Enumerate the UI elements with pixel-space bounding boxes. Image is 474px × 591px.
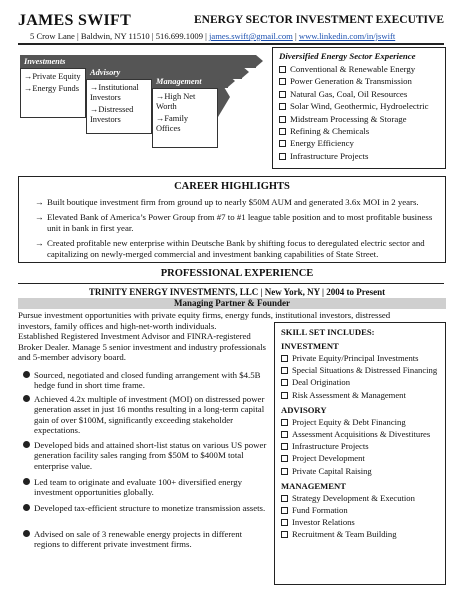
checkbox-icon bbox=[279, 91, 286, 98]
checkbox-icon bbox=[281, 419, 288, 426]
skill-item bbox=[281, 452, 439, 464]
checkbox-icon bbox=[281, 455, 288, 462]
checkbox-icon bbox=[281, 355, 288, 362]
achievement-text: Led team to originate and evaluate 100+ diversified energy investment opportunities globally. bbox=[34, 477, 243, 498]
contact-separator: | bbox=[292, 31, 299, 41]
stage-item: →High Net Worth bbox=[156, 92, 196, 111]
checkbox-icon bbox=[281, 392, 288, 399]
checkbox-icon bbox=[281, 531, 288, 538]
sector-item-text: Solar Wind, Geothermic, Hydroelectric bbox=[290, 101, 429, 112]
band-arrow-icon bbox=[256, 55, 263, 67]
skill-text: Project Equity & Debt Financing bbox=[292, 416, 406, 427]
highlight-text: Created profitable new enterprise within Deutsche Bank by shifting focus to deregulated electric sector and capitalizing on newly-merged commercial and investment banking capabilities of State Street. bbox=[47, 238, 425, 259]
skill-item bbox=[281, 465, 439, 477]
experience-section-title: PROFESSIONAL EXPERIENCE bbox=[160, 268, 314, 279]
skill-category: ADVISORY bbox=[281, 404, 327, 415]
checkbox-icon bbox=[281, 507, 288, 514]
sector-item bbox=[279, 113, 439, 125]
bullet-icon bbox=[23, 530, 30, 537]
bullet-icon bbox=[23, 441, 30, 448]
skill-item bbox=[281, 440, 439, 452]
stage-box-investments bbox=[20, 68, 86, 118]
achievement-item bbox=[34, 370, 270, 391]
skills-heading: SKILL SET INCLUDES: bbox=[281, 327, 375, 337]
skill-category: INVESTMENT bbox=[281, 341, 339, 351]
skill-text: Assessment Acquisitions & Divestitures bbox=[292, 429, 431, 440]
skill-text: Private Equity/Principal Investments bbox=[292, 353, 419, 363]
checkbox-icon bbox=[281, 431, 288, 438]
skill-text: Infrastructure Projects bbox=[292, 441, 369, 452]
checkbox-icon bbox=[281, 468, 288, 475]
skill-item bbox=[281, 492, 439, 504]
checkbox-icon bbox=[279, 66, 286, 73]
sector-item-text: Infrastructure Projects bbox=[290, 150, 369, 161]
checkbox-icon bbox=[279, 116, 286, 123]
skill-item bbox=[281, 416, 439, 428]
skill-item bbox=[281, 364, 439, 376]
achievement-item bbox=[34, 503, 270, 513]
summary-rest: Established Registered Investment Advisor and FINRA-registered Broker Dealer. Manage 5 senior investment and industry professionals and 5-member advisory board. bbox=[18, 331, 266, 363]
skill-text: Strategy Development & Execution bbox=[292, 492, 415, 503]
skill-item bbox=[281, 376, 439, 388]
career-highlights-title: CAREER HIGHLIGHTS bbox=[174, 181, 290, 192]
skill-item bbox=[281, 528, 439, 540]
diagram-arrow-icon bbox=[218, 77, 230, 117]
stage-label-advisory: Advisory bbox=[90, 68, 121, 77]
skill-item bbox=[281, 428, 439, 440]
sector-item bbox=[279, 137, 439, 149]
stage-box-management bbox=[152, 88, 218, 148]
role-title: Managing Partner & Founder bbox=[18, 298, 446, 309]
summary-line: Pursue investment opportunities with private equity firms, energy funds, institutional investors, distressed bbox=[18, 310, 391, 320]
bullet-icon bbox=[23, 371, 30, 378]
stage-item: →Family Offices bbox=[156, 114, 189, 133]
header-rule bbox=[18, 43, 444, 45]
stage-item: →Distressed Investors bbox=[90, 105, 134, 124]
checkbox-icon bbox=[279, 78, 286, 85]
sector-item bbox=[279, 100, 439, 112]
bullet-icon bbox=[23, 478, 30, 485]
highlight-text: Built boutique investment firm from ground up to nearly $50M AUM and generated 3.6x MOI in 2 years. bbox=[47, 197, 419, 207]
skill-text: Deal Origination bbox=[292, 377, 350, 388]
stage-item: →Energy Funds bbox=[24, 84, 79, 93]
highlight-text: Elevated Bank of America’s Power Group from #7 to #1 league table position and to most profitable business unit in bank in first year. bbox=[47, 212, 433, 233]
skill-item bbox=[281, 504, 439, 516]
checkbox-icon bbox=[281, 495, 288, 502]
checkbox-icon bbox=[279, 128, 286, 135]
arrow-right-icon: → bbox=[35, 212, 44, 222]
achievement-text: Developed bids and attained short-list status on various US power generation facility sales ranging from $50M to $400M total enterprise value. bbox=[34, 440, 267, 471]
skill-item bbox=[281, 352, 439, 364]
sector-item bbox=[279, 75, 439, 87]
email-link[interactable]: james.swift@gmail.com bbox=[209, 31, 293, 41]
achievement-text: Achieved 4.2x multiple of investment (MOI) on distressed power generation asset in just 16 months resulting in a long-term capital gain of over $100M, significantly exceeding stakeholder expectations. bbox=[34, 394, 265, 436]
highlight-item bbox=[35, 197, 437, 208]
bullet-icon bbox=[23, 504, 30, 511]
stage-item: →Institutional Investors bbox=[90, 83, 139, 102]
arrow-right-icon: → bbox=[35, 197, 44, 207]
band-arrow-icon bbox=[242, 66, 249, 78]
achievement-text: Advised on sale of 3 renewable energy projects in different regions to different private investment firms. bbox=[34, 529, 243, 550]
skill-text: Fund Formation bbox=[292, 505, 348, 516]
stage-item: →Private Equity bbox=[24, 72, 81, 81]
summary-line: investors, family offices and high-net-worth individuals. bbox=[18, 320, 217, 331]
experience-rule bbox=[18, 283, 444, 284]
skill-text: Recruitment & Team Building bbox=[292, 529, 397, 540]
highlight-item bbox=[35, 212, 437, 234]
highlight-item bbox=[35, 238, 437, 260]
achievement-item bbox=[34, 440, 270, 471]
checkbox-icon bbox=[281, 367, 288, 374]
stage-label-investments: Investments bbox=[24, 57, 66, 66]
achievement-text: Sourced, negotiated and closed funding arrangement with $4.5B hedge fund in short time frame. bbox=[34, 370, 261, 391]
skills-box bbox=[274, 322, 446, 585]
skill-text: Project Development bbox=[292, 453, 365, 464]
contact-address-phone: 5 Crow Lane | Baldwin, NY 11510 | 516.699.1009 | bbox=[30, 31, 210, 41]
sector-item-text: Energy Efficiency bbox=[290, 138, 354, 149]
career-highlights-box bbox=[18, 176, 446, 263]
sector-item bbox=[279, 150, 439, 162]
sector-item bbox=[279, 88, 439, 100]
sector-experience-box bbox=[272, 47, 446, 169]
sector-item-text: Power Generation & Transmission bbox=[290, 76, 412, 87]
sector-item bbox=[279, 63, 439, 75]
checkbox-icon bbox=[281, 519, 288, 526]
sector-heading: Diversified Energy Sector Experience bbox=[279, 51, 416, 61]
stage-band-management bbox=[152, 75, 228, 88]
skill-text: Risk Assessment & Management bbox=[292, 389, 406, 400]
skill-category: MANAGEMENT bbox=[281, 480, 346, 491]
bullet-icon bbox=[23, 395, 30, 402]
achievement-item bbox=[34, 529, 270, 550]
stage-box-advisory bbox=[86, 79, 152, 134]
checkbox-icon bbox=[279, 153, 286, 160]
checkbox-icon bbox=[279, 103, 286, 110]
company-line: TRINITY ENERGY INVESTMENTS, LLC | New York, NY | 2004 to Present bbox=[88, 287, 386, 297]
skill-text: Private Capital Raising bbox=[292, 465, 372, 476]
stage-label-management: Management bbox=[156, 77, 202, 86]
checkbox-icon bbox=[281, 443, 288, 450]
checkbox-icon bbox=[281, 379, 288, 386]
achievement-item bbox=[34, 477, 270, 498]
skill-text: Investor Relations bbox=[292, 517, 355, 528]
skill-item bbox=[281, 389, 439, 401]
candidate-title: ENERGY SECTOR INVESTMENT EXECUTIVE bbox=[194, 14, 444, 26]
linkedin-link[interactable]: www.linkedin.com/in/jswift bbox=[298, 31, 396, 41]
achievement-item bbox=[34, 394, 270, 436]
sector-item-text: Midstream Processing & Storage bbox=[290, 113, 407, 124]
candidate-name: JAMES SWIFT bbox=[18, 12, 132, 29]
sector-item bbox=[279, 125, 439, 137]
contact-line bbox=[30, 31, 395, 41]
arrow-right-icon: → bbox=[35, 238, 44, 248]
sector-item-text: Conventional & Renewable Energy bbox=[290, 64, 416, 74]
skill-item bbox=[281, 516, 439, 528]
achievement-text: Developed tax-efficient structure to monetize transmission assets. bbox=[34, 503, 266, 513]
checkbox-icon bbox=[279, 140, 286, 147]
sector-item-text: Refining & Chemicals bbox=[290, 126, 370, 137]
skill-text: Special Situations & Distressed Financing bbox=[292, 365, 438, 376]
sector-item-text: Natural Gas, Coal, Oil Resources bbox=[290, 88, 408, 99]
